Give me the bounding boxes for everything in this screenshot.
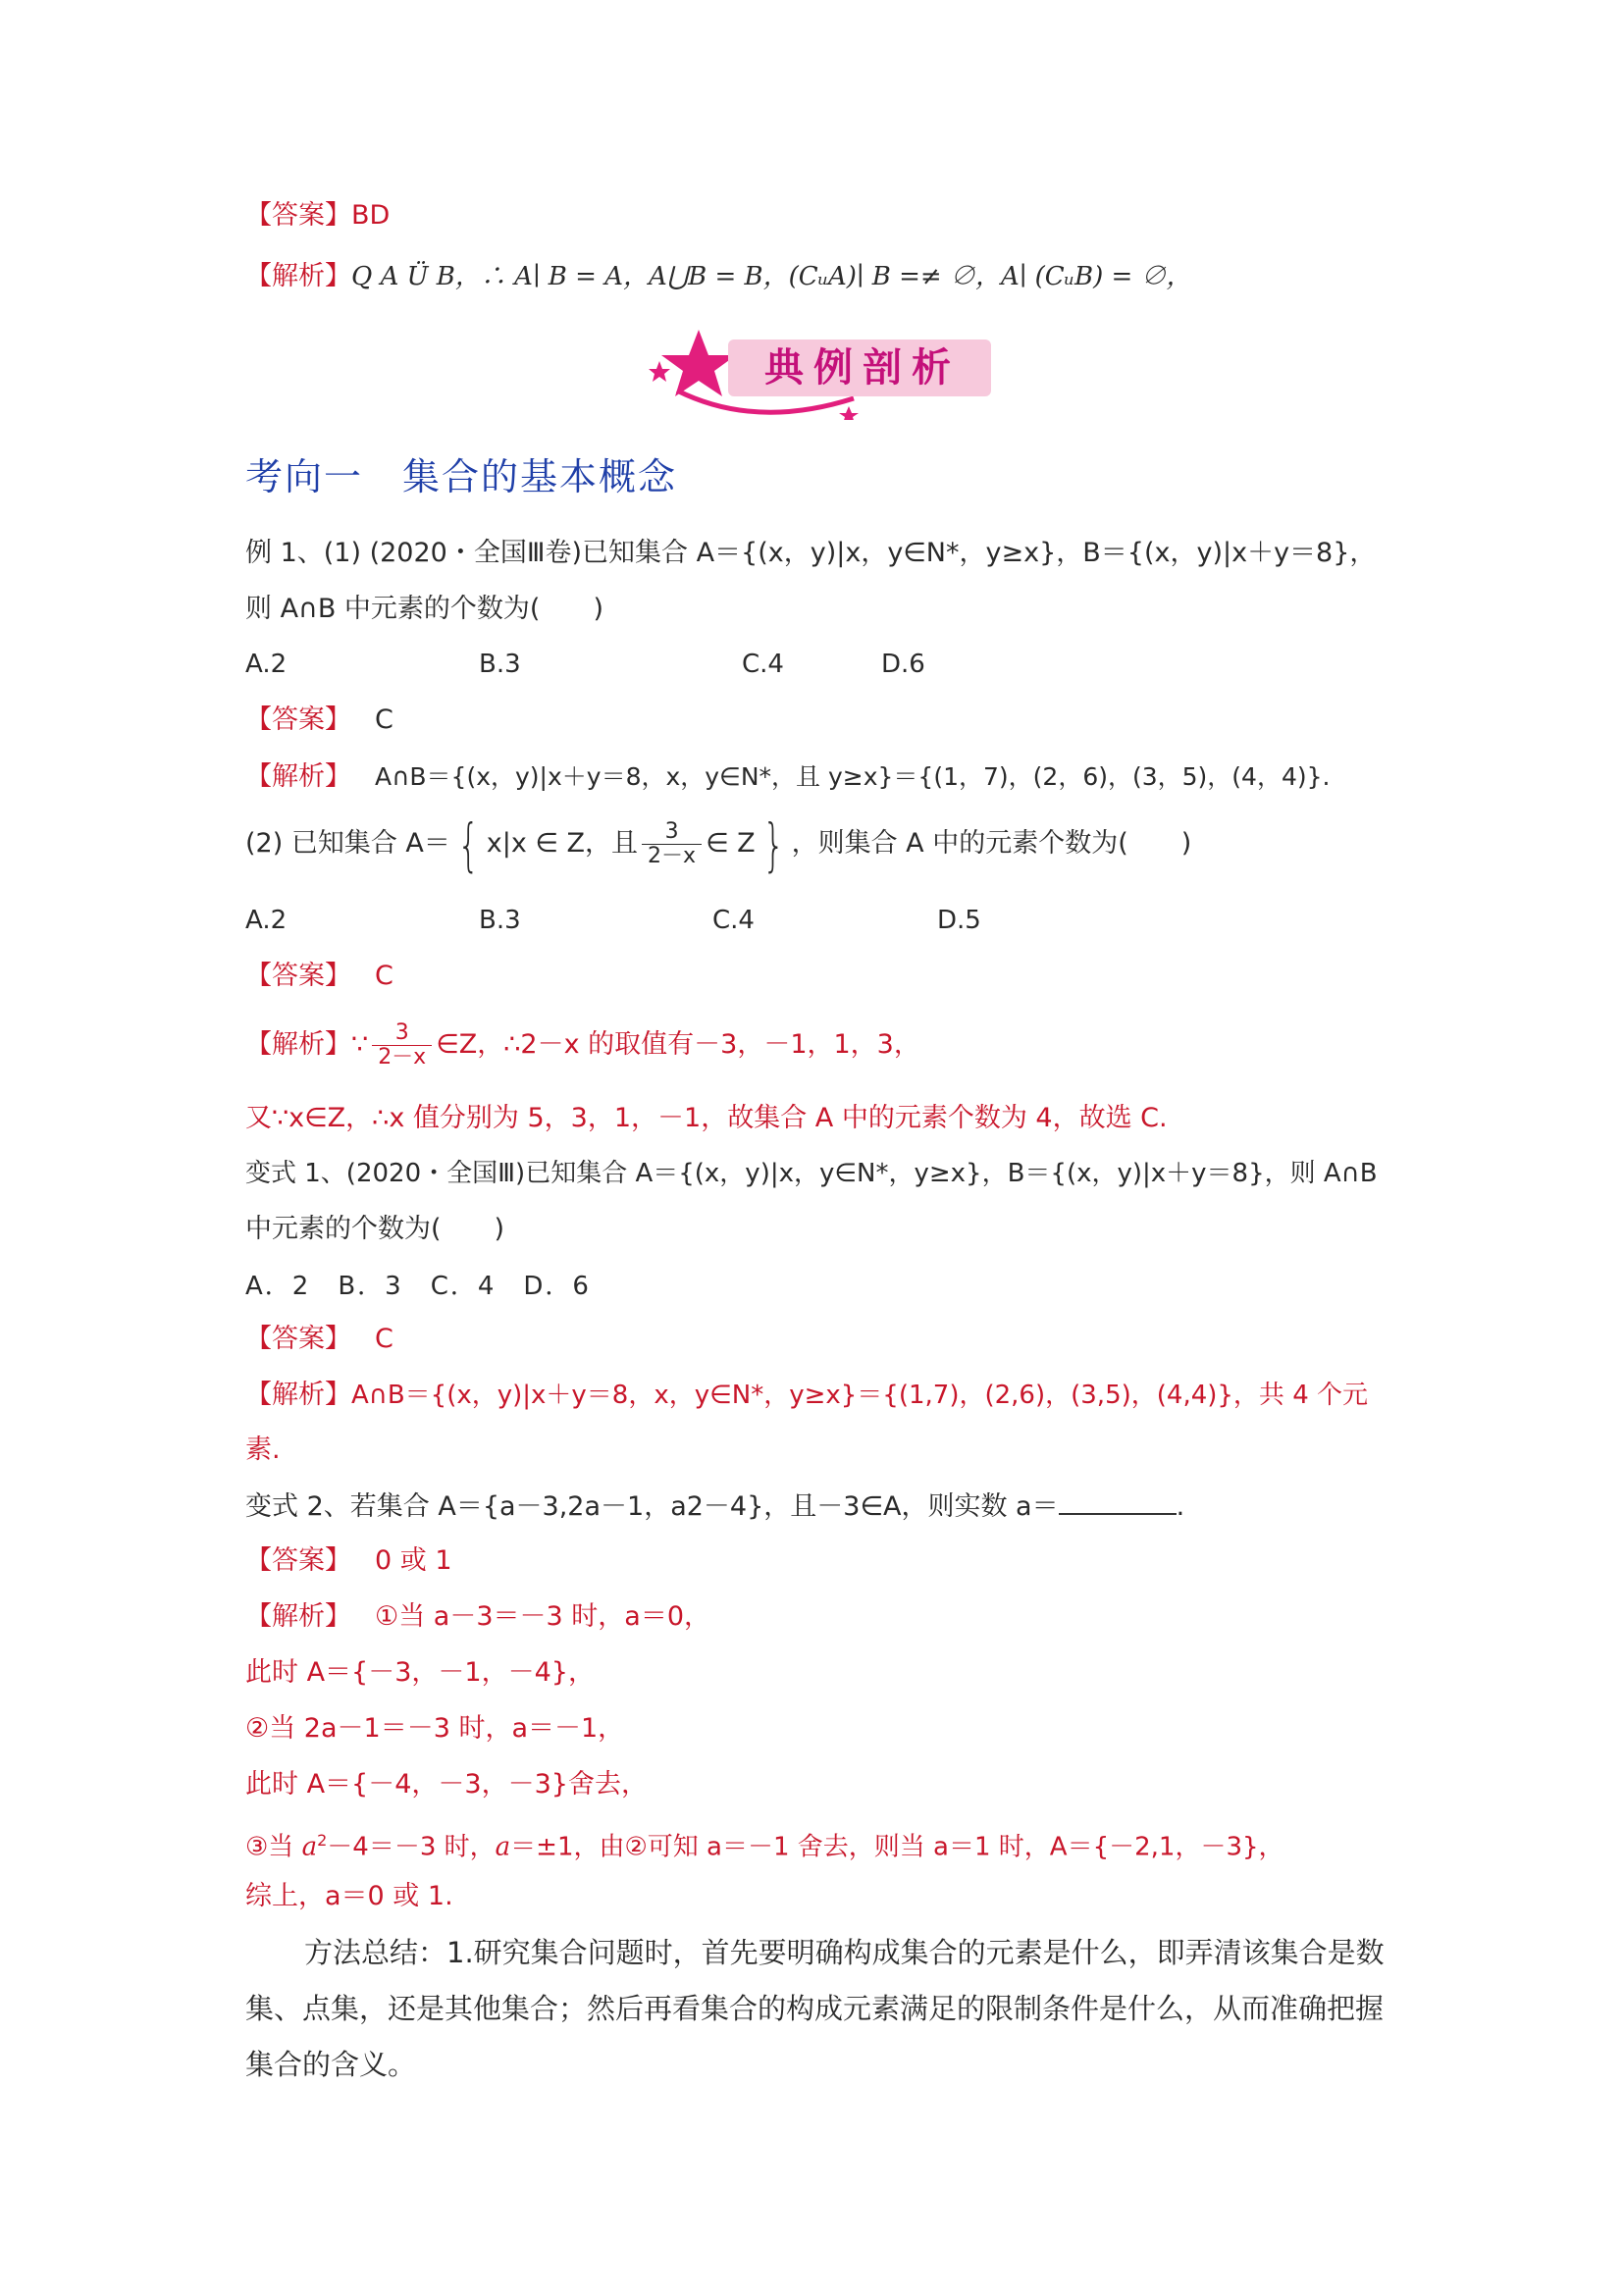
step3-var2: a: [495, 1832, 511, 1862]
answer-value: 0 或 1: [375, 1545, 452, 1576]
ex1-option-b: B.3: [479, 650, 521, 679]
var1-question-line1: 变式 1、(2020・全国Ⅲ)已知集合 A＝{(x，y)|x，y∈N*，y≥x}，B＝{(x，y)|x＋y＝8}，则 A∩B: [245, 1159, 1378, 1188]
step3-pre: ③当: [245, 1832, 302, 1862]
question-suffix: ，则集合 A 中的元素个数为( ): [791, 828, 1192, 859]
method-line3: 集合的含义。: [245, 2048, 417, 2081]
banner-title: 典例剖析: [764, 344, 961, 391]
fraction-numerator: 3: [372, 1021, 432, 1046]
analysis-text: A∩B＝{(x，y)|x＋y＝8，x，y∈N*，y≥x}＝{(1,7)，(2,6)，(3,5)，(4,4)}，共 4 个元: [351, 1381, 1369, 1410]
var2-question-line: [245, 1486, 1184, 1527]
var2-analysis-line5: [245, 1821, 1284, 1867]
analysis-pre: ∵: [351, 1029, 369, 1060]
answer-tag: 【答案】: [245, 1545, 351, 1576]
analysis-tag: 【解析】: [245, 1380, 351, 1410]
analysis-tag: 【解析】: [245, 761, 351, 792]
analysis-post: ∈Z，∴2－x 的取值有－3，－1，1，3，: [436, 1029, 920, 1060]
ex1b-option-b: B.3: [479, 906, 521, 935]
answer-value: C: [375, 961, 393, 991]
ex1-question-line2: 则 A∩B 中元素的个数为( ): [245, 594, 603, 624]
var1-answer-line: [245, 1320, 393, 1359]
var1-analysis-line1: [245, 1376, 1368, 1415]
var2-answer-line: [245, 1541, 452, 1581]
question-prefix: (2) 已知集合 A＝: [245, 828, 450, 859]
answer-tag: 【答案】: [245, 200, 351, 231]
ex1-analysis-line: [245, 757, 1330, 797]
ex1b-analysis-line2: 又∵x∈Z，∴x 值分别为 5，3，1，－1，故集合 A 中的元素个数为 4，故选 C.: [245, 1103, 1168, 1133]
ex1-option-c: C.4: [742, 650, 784, 679]
question-end: .: [1176, 1491, 1185, 1522]
section-title: 考向一 集合的基本概念: [245, 455, 678, 498]
section-banner: [638, 322, 1011, 420]
answer-tag: 【答案】: [245, 1324, 351, 1354]
step3-var: a: [301, 1832, 318, 1862]
var2-analysis-line2: 此时 A＝{－3，－1，－4}，: [245, 1657, 595, 1688]
var1-analysis-line2: 素.: [245, 1435, 281, 1465]
var1-question-line2: 中元素的个数为( ): [245, 1214, 505, 1244]
var2-analysis-line3: ②当 2a－1＝－3 时，a＝－1，: [245, 1713, 625, 1744]
analysis-text: A∩B＝{(x，y)|x＋y＝8，x，y∈N*，且 y≥x}＝{(1，7)，(2，6)，(3，5)，(4，4)}.: [375, 762, 1331, 791]
left-brace: {: [457, 810, 480, 878]
fraction: [642, 820, 702, 868]
analysis-tag: 【解析】: [245, 261, 351, 291]
set-right: ∈ Z: [706, 828, 756, 859]
ex1b-option-c: C.4: [712, 906, 755, 935]
analysis-tag: 【解析】: [245, 1601, 351, 1632]
ex1b-option-d: D.5: [937, 906, 981, 935]
answer-tag: 【答案】: [245, 961, 351, 991]
var1-options: A．2 B．3 C．4 D．6: [245, 1272, 591, 1301]
ex1b-analysis-line: [245, 1016, 920, 1074]
answer-value: C: [375, 1324, 393, 1354]
analysis-tag: 【解析】: [245, 1029, 351, 1060]
answer-tag: 【答案】: [245, 704, 351, 735]
ex1-answer-line: [245, 701, 393, 740]
ex1-option-d: D.6: [881, 650, 925, 679]
analysis-text: Q A Ü B，∴ A∣ B = A，A⋃B = B，(CᵤA)∣ B =≠ ∅，A∣ (CᵤB) = ∅，: [351, 262, 1192, 291]
top-answer-line: [245, 196, 390, 235]
fraction-denominator: 2－x: [378, 1045, 427, 1070]
var2-analysis-line1: [245, 1597, 710, 1637]
superscript-2: 2: [317, 1831, 328, 1850]
method-line1: 方法总结：1.研究集合问题时，首先要明确构成集合的元素是什么，即弄清该集合是数: [304, 1936, 1385, 1969]
method-line2: 集、点集，还是其他集合；然后再看集合的构成元素满足的限制条件是什么，从而准确把握: [245, 1992, 1385, 2025]
ex1-option-a: A.2: [245, 650, 288, 679]
ex1b-answer-line: [245, 957, 393, 996]
var2-conclusion: 综上，a＝0 或 1.: [245, 1881, 453, 1911]
answer-blank: [1059, 1486, 1177, 1515]
fraction-numerator: 3: [642, 820, 702, 845]
step3-post: ＝±1，由②可知 a＝－1 舍去，则当 a＝1 时，A＝{－2,1，－3}，: [510, 1832, 1284, 1862]
right-brace: }: [762, 810, 785, 878]
fraction-denominator: 2－x: [648, 844, 697, 868]
answer-value: C: [375, 704, 393, 735]
question-text: 变式 2、若集合 A＝{a－3,2a－1，a2－4}，且－3∈A，则实数 a＝: [245, 1491, 1059, 1522]
analysis-fraction: [372, 1021, 432, 1070]
set-left: x|x ∈ Z，且: [486, 828, 639, 859]
ex1-question-line1: 例 1、(1) (2020・全国Ⅲ卷)已知集合 A＝{(x，y)|x，y∈N*，y≥x}，B＝{(x，y)|x＋y＝8}，: [245, 538, 1377, 568]
ex1b-option-a: A.2: [245, 906, 288, 935]
top-analysis-line: [245, 257, 1192, 296]
var2-analysis-line4: 此时 A＝{－4，－3，－3}舍去，: [245, 1769, 648, 1800]
ex1b-question-line: [245, 809, 1191, 878]
analysis-step: ①当 a－3＝－3 时，a＝0，: [375, 1601, 710, 1632]
step3-mid: －4＝－3 时，: [327, 1832, 496, 1862]
answer-value: BD: [351, 200, 391, 231]
